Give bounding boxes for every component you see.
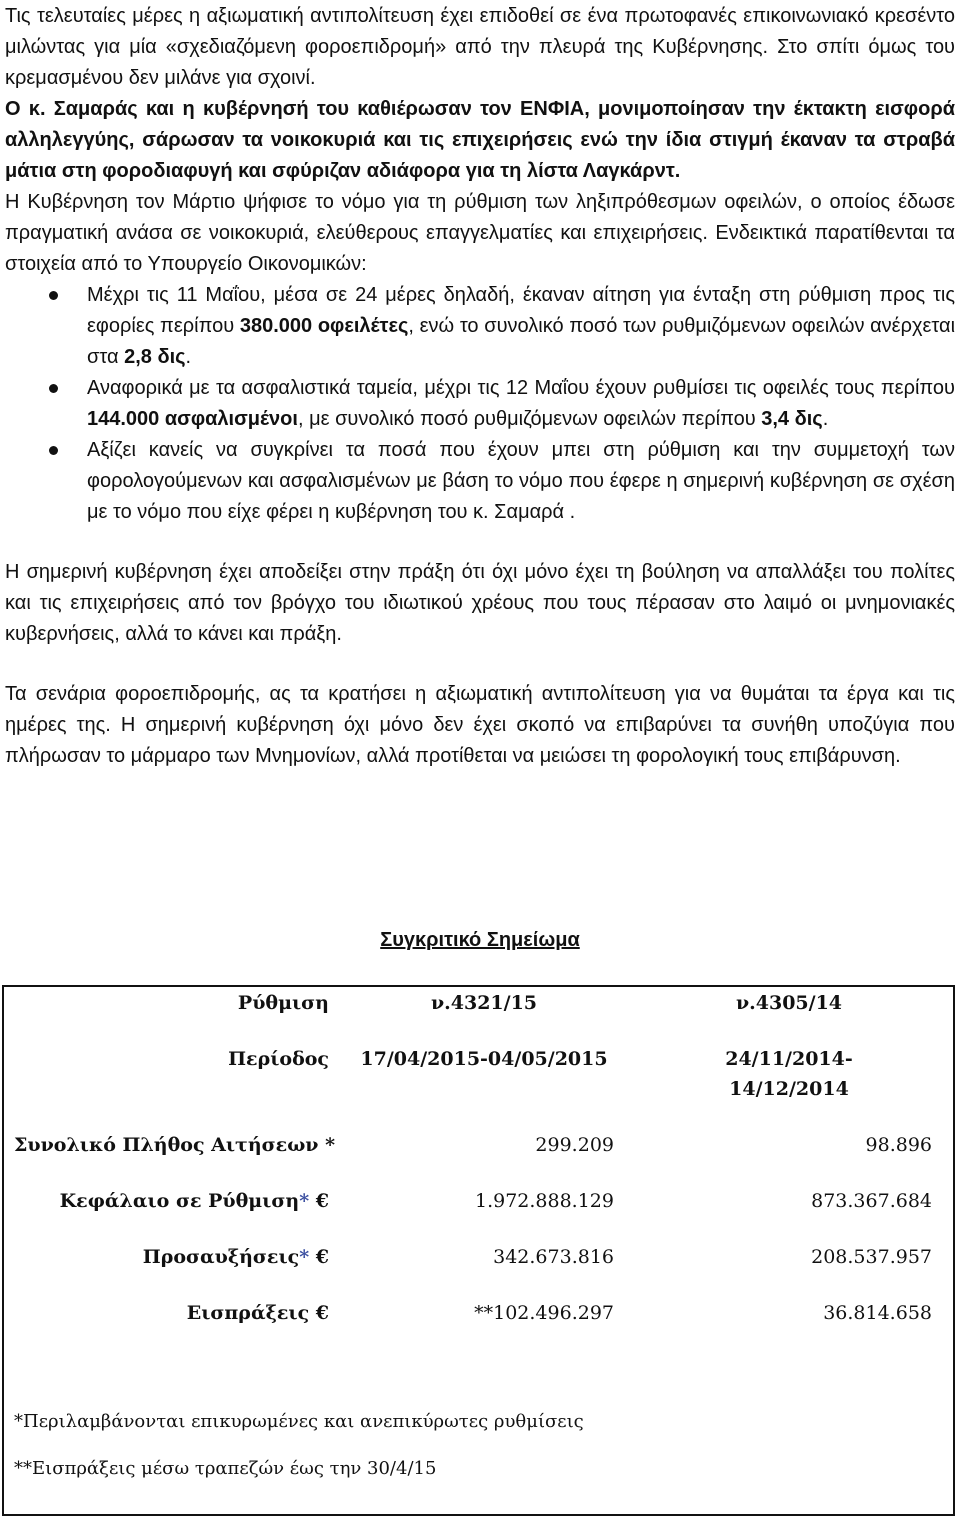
row-label-applications: Συνολικό Πλήθος Αιτήσεων * <box>14 1134 336 1156</box>
debtors-count: 380.000 οφειλέτες <box>239 315 409 337</box>
row-label-surcharges: Προσαυξήσεις* € <box>142 1246 329 1268</box>
list-item: Μέχρι τις 11 Μαΐου, μέσα σε 24 μέρες δηλαδή, έκαναν αίτηση για ένταξη στη ρύθμιση προς τις εφορίες περίπου 380.000 οφειλέτες, ενώ το συνολικό ποσό των ρυθμιζόμενων οφειλών ανέρχεται στα 2,8 δις. <box>5 280 955 373</box>
period-label: Περίοδος <box>228 1048 329 1070</box>
bullet-icon <box>49 446 58 455</box>
period-col2-start: 24/11/2014- <box>725 1048 853 1070</box>
capital-col1: 1.972.888.129 <box>474 1190 614 1212</box>
samaras-paragraph: Ο κ. Σαμαράς και η κυβέρνησή του καθιέρωσαν τον ΕΝΦΙΑ, μονιμοποίησαν την έκτακτη εισφορά αλληλεγγύης, σάρωσαν τα νοικοκυριά και τις επιχειρήσεις ενώ την ίδια στιγμή έκαναν τα στραβά μάτια στη φοροδιαφυγή και σφύριζαν αδιάφορα για τη λίστα Λαγκάρντ. <box>5 98 955 182</box>
table-header-label: Ρύθμιση <box>237 992 329 1014</box>
applications-col2: 98.896 <box>865 1134 932 1156</box>
footnote-ratified: *Περιλαμβάνονται επικυρωμένες και ανεπικύρωτες ρυθμίσεις <box>14 1411 584 1432</box>
list-item: Αναφορικά με τα ασφαλιστικά ταμεία, μέχρι τις 12 Μαΐου έχουν ρυθμίσει τις οφειλές τους περίπου 144.000 ασφαλισμένοι, με συνολικό ποσό ρυθμιζόμενων οφειλών περίπου 3,4 δις. <box>5 373 955 435</box>
table-header-col2: ν.4305/14 <box>735 992 843 1014</box>
footnote-receipts: **Εισπράξεις μέσω τραπεζών έως την 30/4/15 <box>14 1458 437 1479</box>
list-item: Αξίζει κανείς να συγκρίνει τα ποσά που έχουν μπει στη ρύθμιση και την συμμετοχή των φορολογούμενων και ασφαλισμένων με βάση το νόμο που έφερε η σημερινή κυβέρνηση σε σχέση με το νόμο που είχε φέρει η κυβέρνηση του κ. Σαμαρά . <box>5 435 955 528</box>
period-col1: 17/04/2015-04/05/2015 <box>360 1048 608 1070</box>
receipts-col1: **102.496.297 <box>474 1302 614 1324</box>
bullet-icon <box>49 291 58 300</box>
debt-total: 2,8 δις <box>124 346 186 368</box>
insured-count: 144.000 ασφαλισμένοι <box>87 408 298 430</box>
table-header-col1: ν.4321/15 <box>430 992 538 1014</box>
insured-debt-total: 3,4 δις <box>761 408 823 430</box>
applications-col1: 299.209 <box>535 1134 614 1156</box>
euro-icon: € <box>315 1246 329 1268</box>
statistics-list <box>5 280 955 528</box>
scenarios-paragraph: Τα σενάρια φοροεπιδρομής, ας τα κρατήσει η αξιωματική αντιπολίτευση για να θυμάται τα έργα και τις ημέρες της. Η σημερινή κυβέρνηση όχι μόνο δεν έχει σκοπό να επιβαρύνει τα συνήθη υποζύγια που πλήρωσαν το μάρμαρο των Μνημονίων, αλλά προτίθεται να μειώσει τη φορολογική τους επιβάρυνση. <box>5 683 955 767</box>
government-paragraph: Η σημερινή κυβέρνηση έχει αποδείξει στην πράξη ότι όχι μόνο έχει τη βούληση να απαλλάξει του πολίτες και τις επιχειρήσεις από τον βρόγχο του ιδιωτικού χρέους που τους πέρασαν στο λαιμό οι μνημονιακές κυβερνήσεις, αλλά το κάνει και πράξη. <box>5 561 955 645</box>
intro-paragraph: Τις τελευταίες μέρες η αξιωματική αντιπολίτευση έχει επιδοθεί σε ένα πρωτοφανές επικοινωνιακό κρεσέντο μιλώντας για μία «σχεδιαζόμενη φοροεπιδρομή» από την πλευρά της Κυβέρνησης. Στο σπίτι όμως του κρεμασμένου δεν μιλάνε για σχοινί. <box>5 5 955 89</box>
receipts-col2: 36.814.658 <box>823 1302 932 1324</box>
row-label-capital: Κεφάλαιο σε Ρύθμιση* € <box>59 1190 329 1212</box>
surcharges-col2: 208.537.957 <box>811 1246 932 1268</box>
march-law-paragraph: Η Κυβέρνηση τον Μάρτιο ψήφισε το νόμο για τη ρύθμιση των ληξιπρόθεσμων οφειλών, ο οποίος έδωσε πραγματική ανάσα σε νοικοκυριά, ελεύθερους επαγγελματίες και επιχειρήσεις. Ενδεικτικά παρατίθενται τα στοιχεία από το Υπουργείο Οικονομικών: <box>5 191 955 275</box>
section-title: Συγκριτικό Σημείωμα <box>380 929 580 951</box>
comparison-table <box>2 985 955 1516</box>
document-page <box>5 0 955 772</box>
euro-icon: € <box>315 1190 329 1212</box>
capital-col2: 873.367.684 <box>811 1190 932 1212</box>
bullet-icon <box>49 384 58 393</box>
row-label-receipts: Εισπράξεις € <box>186 1302 329 1324</box>
euro-icon: € <box>315 1302 329 1324</box>
period-col2-end: 14/12/2014 <box>729 1078 849 1100</box>
surcharges-col1: 342.673.816 <box>493 1246 614 1268</box>
